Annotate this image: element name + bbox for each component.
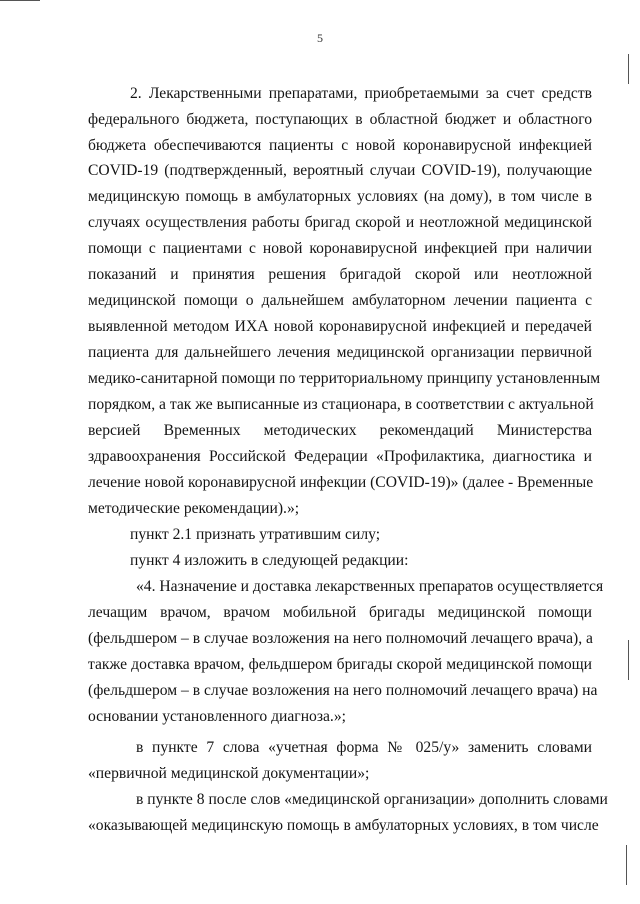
document-line: «4. Назначение и доставка лекарственных препаратов осуществляется — [136, 578, 604, 595]
document-line: показаний и принятия решения бригадой скорой или неотложной — [88, 266, 592, 283]
document-line: выявленной методом ИХА новой коронавирусной инфекцией и передачей — [88, 318, 592, 335]
document-line: в пункте 8 после слов «медицинской организации» дополнить словами — [136, 791, 608, 808]
document-line: пункт 4 изложить в следующей редакции: — [130, 552, 409, 569]
document-line: «первичной медицинской документации»; — [88, 765, 370, 782]
document-line: федерального бюджета, поступающих в областной бюджет и областного — [88, 111, 592, 128]
document-line: COVID-19 (подтвержденный, вероятный случаи COVID-19), получающие — [88, 162, 592, 179]
document-line: бюджета обеспечиваются пациенты с новой коронавирусной инфекцией — [88, 137, 592, 154]
document-line: также доставка врачом, фельдшером бригады скорой медицинской помощи — [88, 656, 592, 673]
document-line: пункт 2.1 признать утратившим силу; — [130, 526, 381, 543]
document-line: лечение новой коронавирусной инфекции (COVID-19)» (далее - Временные — [88, 474, 594, 491]
document-line: медицинской помощи о дальнейшем амбулаторном лечении пациента с — [88, 292, 592, 309]
document-line: основании установленного диагноза.»; — [88, 708, 346, 725]
scan-edge-mark-right-3 — [626, 845, 627, 885]
document-line: медико-санитарной помощи по территориальному принципу установленным — [88, 370, 601, 387]
document-line: порядком, а так же выписанные из стационара, в соответствии с актуальной — [88, 396, 594, 413]
document-line: медицинскую помощь в амбулаторных условиях (на дому), в том числе в — [88, 188, 592, 205]
scan-edge-mark-top-left — [0, 0, 40, 1]
document-line: (фельдшером – в случае возложения на него полномочий лечащего врача) на — [88, 682, 598, 699]
document-line: пациента для дальнейшего лечения медицинской организации первичной — [88, 344, 592, 361]
scan-edge-mark-right-2 — [628, 640, 629, 680]
document-line: помощи с пациентами с новой коронавирусной инфекцией при наличии — [88, 240, 592, 257]
document-line: случаях осуществления работы бригад скорой и неотложной медицинской — [88, 214, 592, 231]
document-line: здравоохранения Российской Федерации «Профилактика, диагностика и — [88, 448, 592, 465]
scan-edge-mark-right-1 — [628, 54, 629, 84]
document-line: в пункте 7 слова «учетная форма № 025/у» заменить словами — [136, 739, 592, 756]
page-number: 5 — [317, 31, 323, 45]
document-line: методические рекомендации).»; — [88, 500, 300, 517]
document-line: 2. Лекарственными препаратами, приобретаемыми за счет средств — [130, 85, 592, 102]
document-line: версией Временных методических рекомендаций Министерства — [88, 422, 592, 439]
document-line: (фельдшером – в случае возложения на него полномочий лечащего врача), а — [88, 630, 593, 647]
document-line: лечащим врачом, врачом мобильной бригады медицинской помощи — [88, 604, 592, 621]
document-line: «оказывающей медицинскую помощь в амбулаторных условиях, в том числе — [88, 817, 599, 834]
